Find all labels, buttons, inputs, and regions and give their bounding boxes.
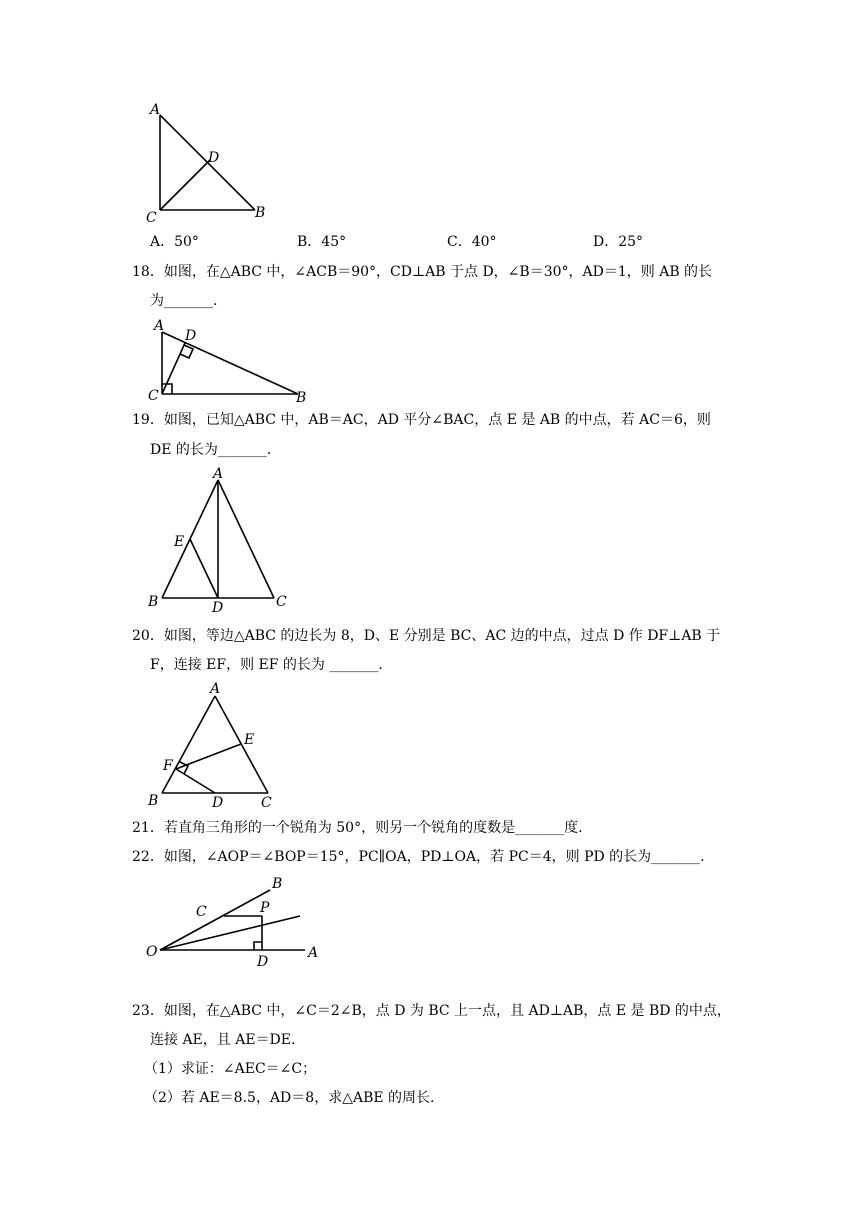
- q17-label-d: D: [208, 150, 220, 166]
- q18-label-b: B: [296, 390, 307, 406]
- q19-label-b: B: [148, 594, 159, 610]
- q22-label-o: O: [146, 944, 158, 960]
- q20-label-f: F: [163, 758, 173, 774]
- q18-text-line1: 18．如图，在△ABC 中，∠ACB＝90°，CD⊥AB 于点 D，∠B＝30°，AD＝1，则 AB 的长: [132, 264, 713, 280]
- q22-label-a: A: [308, 945, 319, 961]
- q20-figure: [140, 680, 290, 812]
- q19-figure: [140, 464, 300, 614]
- q22-figure: [140, 868, 330, 978]
- q22-label-c: C: [196, 904, 207, 920]
- q18-label-a: A: [154, 318, 165, 334]
- q19-label-a: A: [213, 466, 224, 482]
- q23-text-line1: 23．如图，在△ABC 中，∠C＝2∠B，点 D 为 BC 上一点，且 AD⊥AB，点 E 是 BD 的中点，: [132, 1003, 731, 1019]
- q18-label-c: C: [148, 388, 159, 404]
- q20-label-d: D: [212, 795, 224, 811]
- q17-label-c: C: [146, 210, 157, 226]
- q20-label-a: A: [210, 681, 221, 697]
- q19-label-d: D: [212, 600, 224, 616]
- q20-label-e: E: [244, 732, 255, 748]
- q20-label-c: C: [261, 795, 272, 811]
- q23-text-line2: 连接 AE，且 AE＝DE.: [150, 1032, 296, 1048]
- q19-label-e: E: [174, 534, 185, 550]
- q18-label-d: D: [185, 328, 197, 344]
- q17-label-b: B: [255, 205, 266, 221]
- q22-label-d: D: [257, 954, 269, 970]
- q23-part2: （2）若 AE＝8.5，AD＝8，求△ABE 的周长.: [144, 1090, 435, 1106]
- q20-text-line1: 20．如图，等边△ABC 的边长为 8，D、E 分别是 BC、AC 边的中点，过点 D 作 DF⊥AB 于: [132, 628, 721, 644]
- q19-text-line2: DE 的长为_______.: [150, 442, 272, 458]
- q17-label-a: A: [150, 102, 161, 118]
- q19-text-line1: 19．如图，已知△ABC 中，AB＝AC，AD 平分∠BAC，点 E 是 AB 的中点，若 AC＝6，则: [132, 412, 711, 428]
- q23-part1: （1）求证：∠AEC＝∠C；: [144, 1061, 317, 1077]
- q18-text-line2: 为_______.: [150, 293, 218, 309]
- q20-text-line2: F，连接 EF，则 EF 的长为 _______.: [150, 657, 383, 673]
- q18-figure: [140, 318, 320, 406]
- q22-label-p: P: [260, 900, 270, 916]
- q17-figure: [140, 100, 280, 225]
- q19-label-c: C: [276, 594, 287, 610]
- q17-option-d: D．25°: [593, 234, 644, 250]
- q17-option-b: B．45°: [297, 234, 347, 250]
- q21-text-line1: 21．若直角三角形的一个锐角为 50°，则另一个锐角的度数是_______度.: [132, 820, 583, 836]
- q17-option-a: A．50°: [150, 234, 199, 250]
- q20-label-b: B: [148, 793, 159, 809]
- q22-text-line1: 22．如图，∠AOP＝∠BOP＝15°，PC∥OA，PD⊥OA，若 PC＝4，则 PD 的长为_______.: [132, 849, 705, 865]
- q22-label-b: B: [272, 876, 283, 892]
- q17-option-c: C．40°: [447, 234, 497, 250]
